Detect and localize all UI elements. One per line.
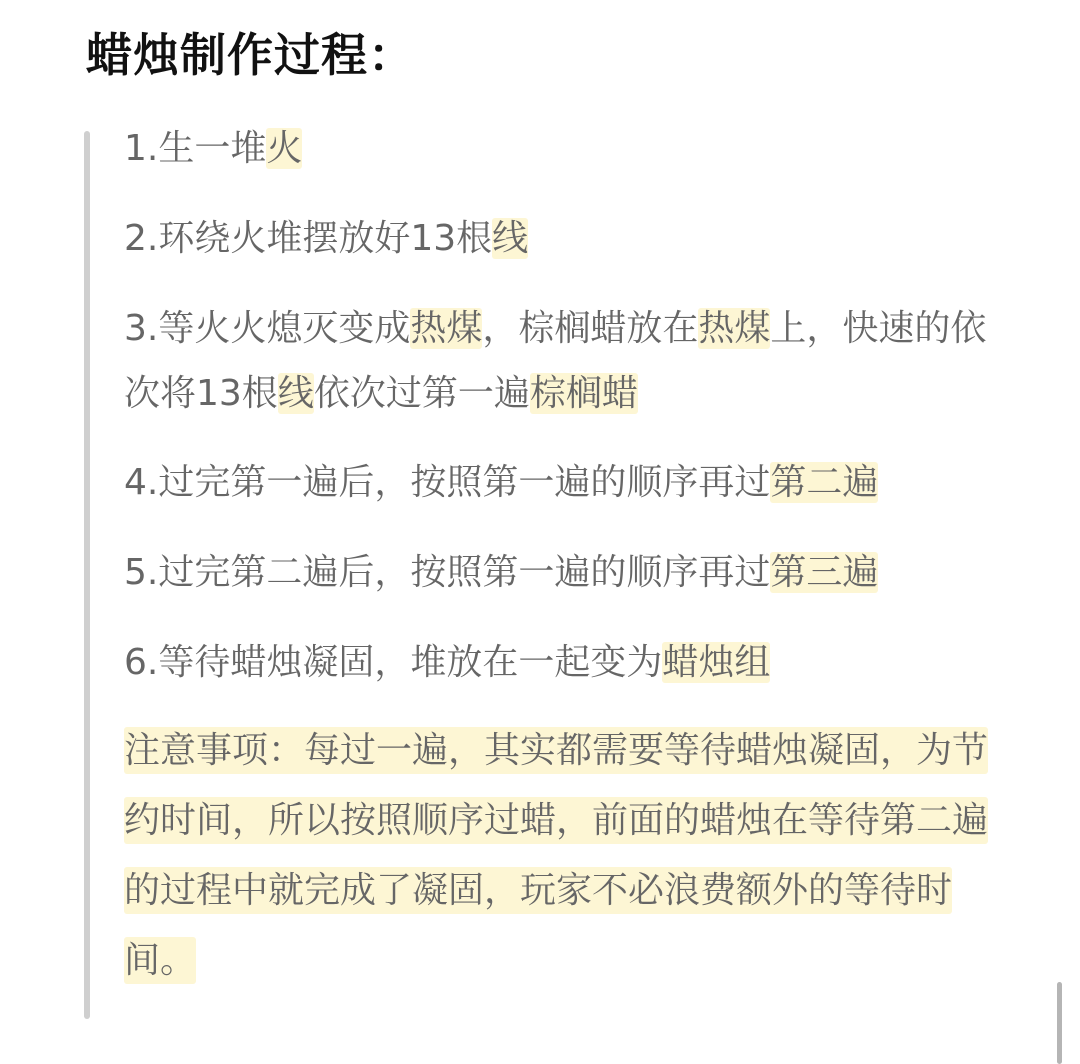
step-3	[124, 296, 1004, 426]
step-text: 4.过完第一遍后，按照第一遍的顺序再过	[124, 462, 771, 503]
step-text: 1.生一堆	[124, 128, 267, 169]
note-highlight: 注意事项：每过一遍，其实都需要等待蜡烛凝固，为节约时间，所以按照顺序过蜡，前面的蜡烛在等待第二遍的过程中就完成了凝固，玩家不必浪费额外的等待时间。	[124, 727, 988, 984]
highlighted-keyword: 线	[492, 218, 529, 259]
note-paragraph	[124, 716, 1004, 996]
step-4	[124, 462, 1004, 504]
highlighted-keyword: 热煤	[410, 308, 483, 349]
step-text: 5.过完第二遍后，按照第一遍的顺序再过	[124, 552, 771, 593]
steps-blockquote	[124, 128, 1004, 996]
highlighted-keyword: 热煤	[698, 308, 771, 349]
scrollbar-thumb[interactable]	[1057, 982, 1062, 1064]
step-text: 2.环绕火堆摆放好13根	[124, 218, 493, 259]
step-text: 6.等待蜡烛凝固，堆放在一起变为	[124, 642, 663, 683]
step-text: 3.等火火熄灭变成	[124, 308, 411, 349]
step-6	[124, 642, 1004, 684]
blockquote-bar	[84, 131, 90, 1019]
step-text: 依次过第一遍	[313, 373, 530, 414]
highlighted-keyword: 线	[277, 373, 314, 414]
page-title: 蜡烛制作过程：	[86, 28, 415, 82]
highlighted-keyword: 棕榈蜡	[529, 373, 638, 414]
highlighted-keyword: 第三遍	[770, 552, 879, 593]
step-1	[124, 128, 1004, 170]
step-2	[124, 218, 1004, 260]
highlighted-keyword: 火	[266, 128, 303, 169]
step-text: ，棕榈蜡放在	[482, 308, 699, 349]
highlighted-keyword: 第二遍	[770, 462, 879, 503]
step-5	[124, 552, 1004, 594]
highlighted-keyword: 蜡烛组	[662, 642, 771, 683]
step-text: 上，快速的依次将13根	[124, 308, 987, 414]
